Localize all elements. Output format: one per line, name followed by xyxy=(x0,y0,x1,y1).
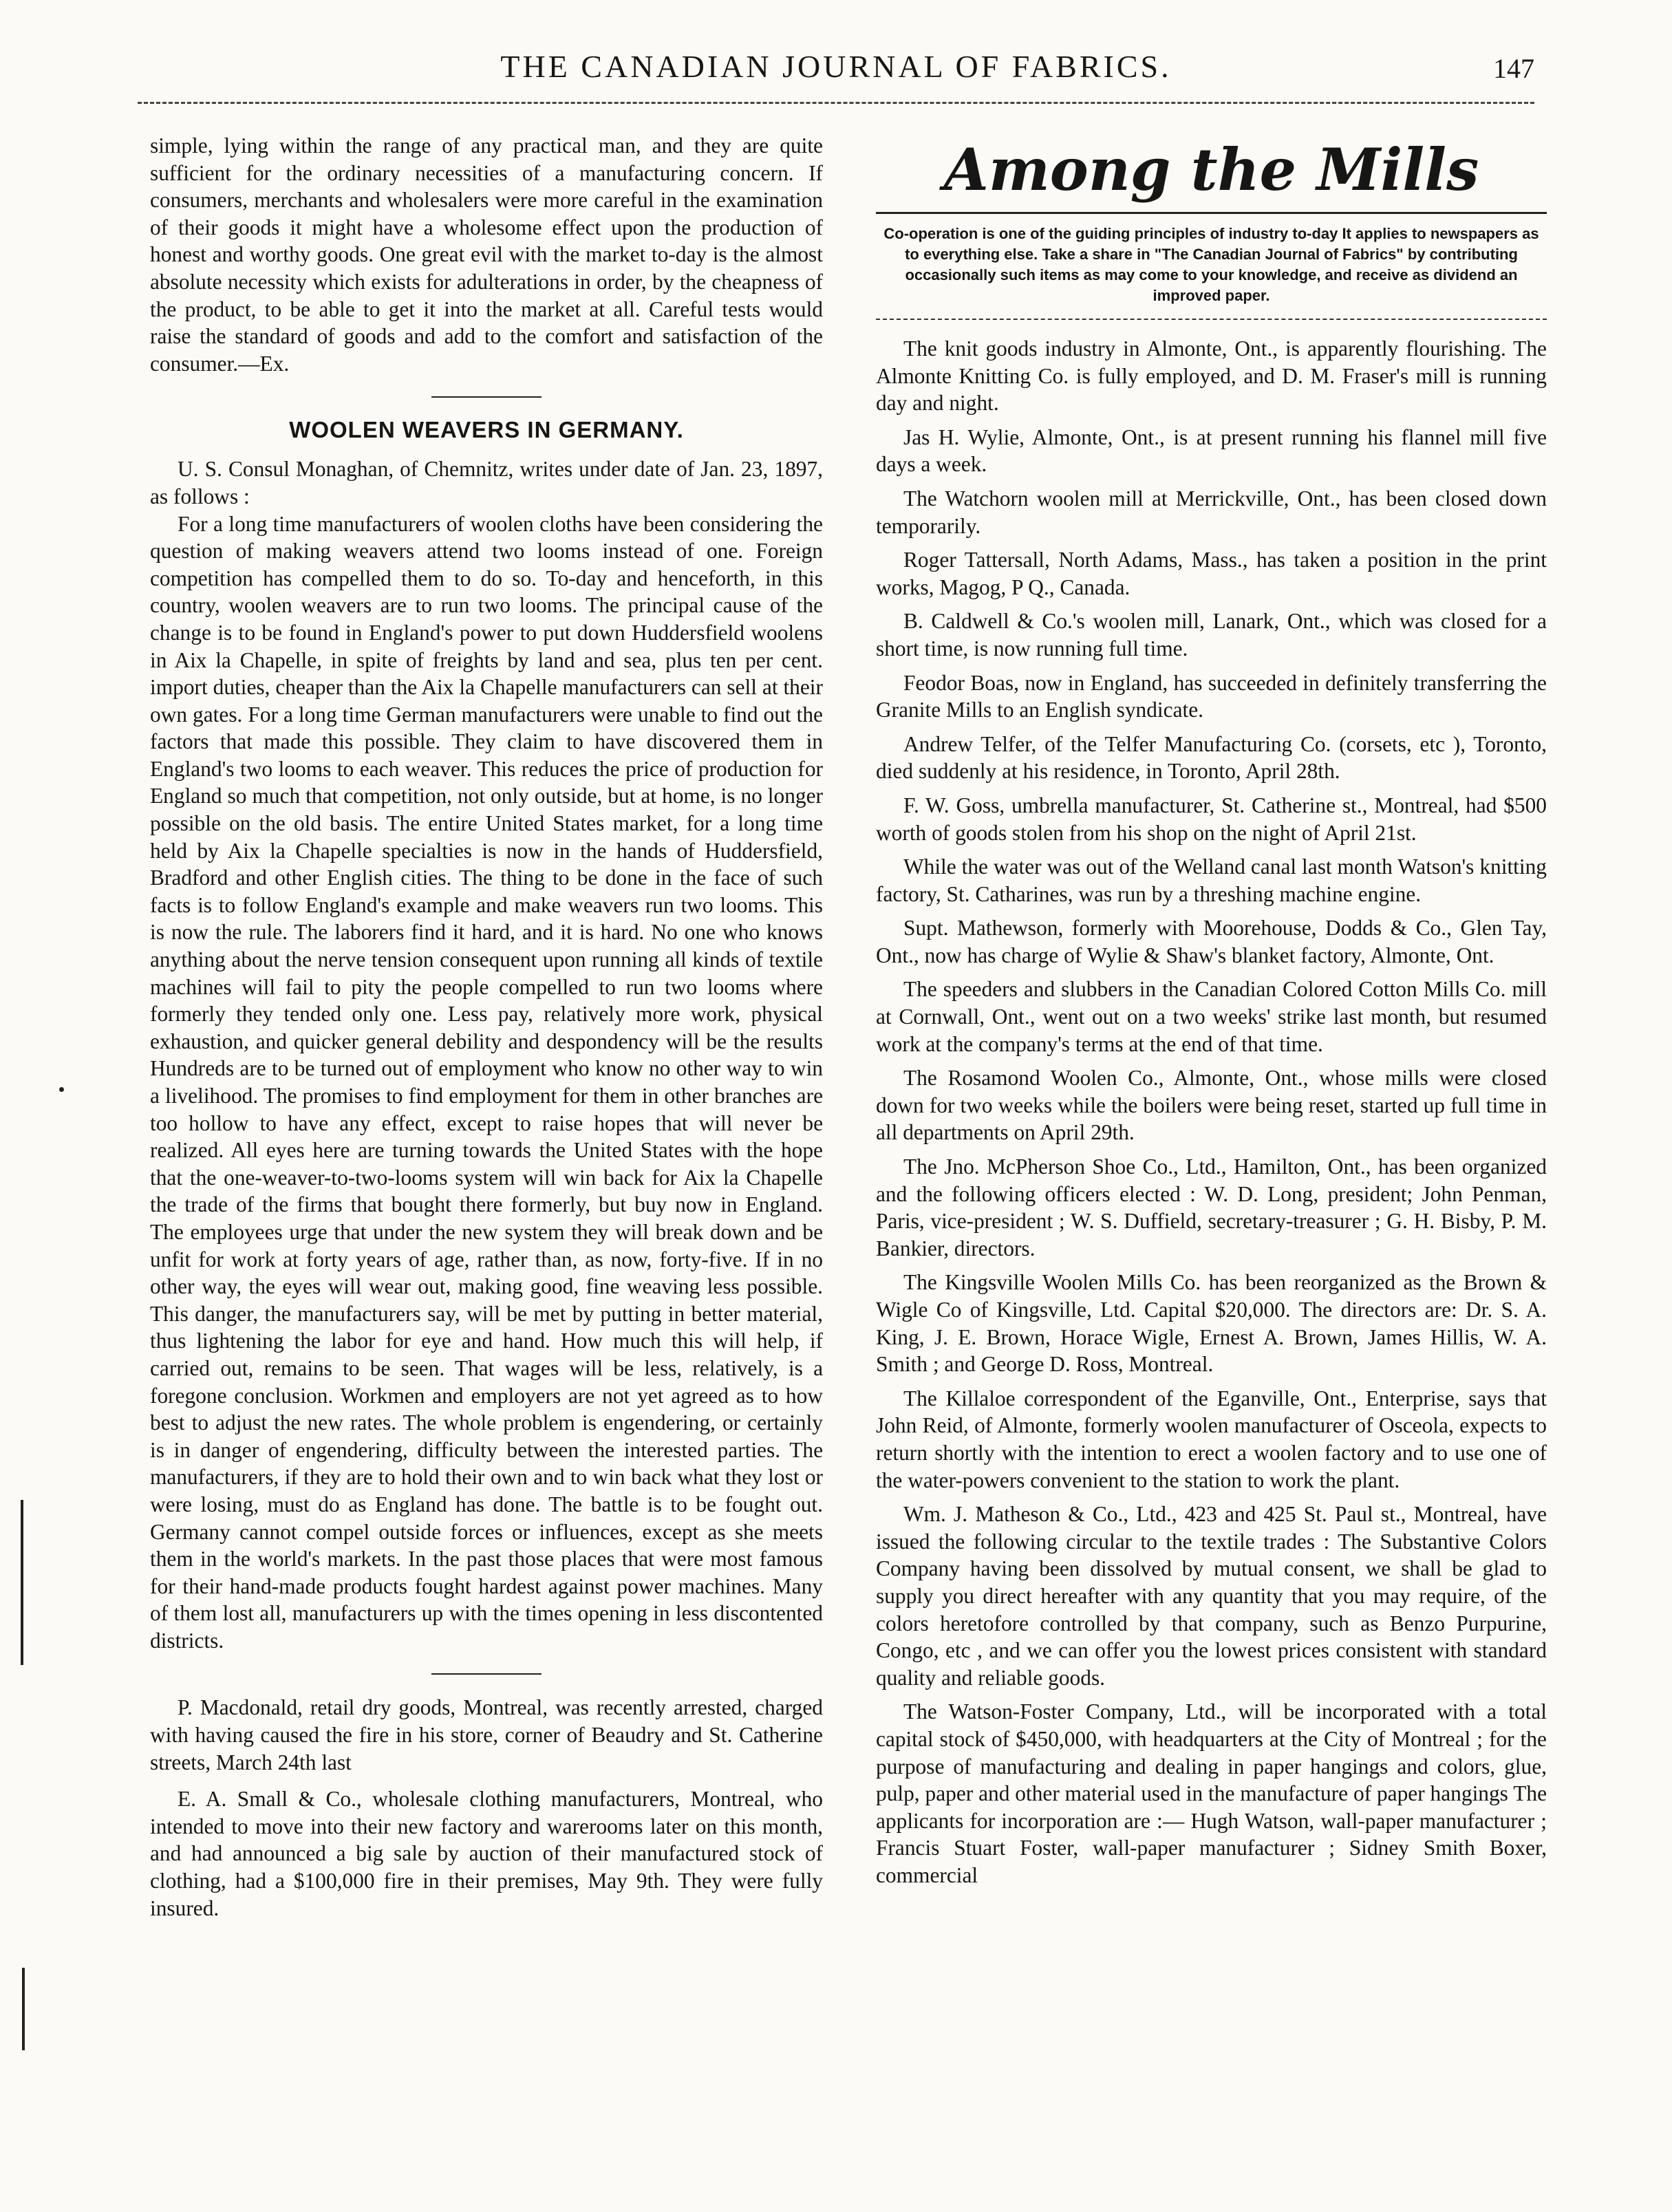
cooperation-note: Co-operation is one of the guiding principles of industry to-day It applies to newspapers as to everything else. Take a share in "The Canadian Journal of Fabrics" by contributing occasionally such items as may come to your knowledge, and receive as dividend an improved paper. xyxy=(883,225,1539,304)
intro-paragraph: simple, lying within the range of any practical man, and they are quite sufficient for the ordinary necessities of a manufacturing concern. If consumers, merchants and wholesalers were more careful in the examination of their goods it might have a wholesome effect upon the production of honest and worthy goods. One great evil with the market to-day is the almost absolute necessity which exists for adulterations in order, by the cheapness of the product, to be able to get it into the market at all. Careful tests would raise the standard of goods and add to the comfort and satisfaction of the consumer.—Ex. xyxy=(150,133,823,376)
mill-item: Andrew Telfer, of the Telfer Manufacturing Co. (corsets, etc ), Toronto, died suddenly at his residence, in Toronto, April 28th. xyxy=(876,731,1547,784)
mill-item: Jas H. Wylie, Almonte, Ont., is at present running his flannel mill five days a week. xyxy=(876,425,1547,477)
macdonald-item: P. Macdonald, retail dry goods, Montreal, was recently arrested, charged with having caused the fire in his store, corner of Beaudry and St. Catherine streets, March 24th last xyxy=(150,1695,823,1774)
mill-item: The Rosamond Woolen Co., Almonte, Ont., whose mills were closed down for two weeks while the boilers were being reset, started up full time in all departments on April 29th. xyxy=(876,1066,1547,1145)
right-column xyxy=(876,132,1547,1896)
page-header xyxy=(138,48,1534,96)
mill-item: The speeders and slubbers in the Canadian Colored Cotton Mills Co. mill at Cornwall, Ont., went out on a two weeks' strike last month, but resumed work at the company's terms at the end of that time. xyxy=(876,977,1547,1056)
mill-item: F. W. Goss, umbrella manufacturer, St. Catherine st., Montreal, had $500 worth of goods stolen from his shop on the night of April 21st. xyxy=(876,793,1547,845)
consul-intro: U. S. Consul Monaghan, of Chemnitz, writes under date of Jan. 23, 1897, as follows : xyxy=(150,457,823,508)
mill-item: B. Caldwell & Co.'s woolen mill, Lanark, Ont., which was closed for a short time, is now running full time. xyxy=(876,609,1547,661)
mill-item: Feodor Boas, now in England, has succeeded in definitely transferring the Granite Mills to an English syndicate. xyxy=(876,670,1547,722)
margin-binding-mark xyxy=(21,1500,23,1665)
mill-item: Wm. J. Matheson & Co., Ltd., 423 and 425 St. Paul st., Montreal, have issued the following circular to the textile trades : The Substantive Colors Company having been dissolved by mutual consent, we shall be glad to supply you direct hereafter with any quantity that you may require, of the colors heretofore controlled by that company, such as Benzo Purpurine, Congo, etc , and we can offer you the lowest prices consistent with standard quality and reliable goods. xyxy=(876,1502,1547,1690)
mill-item: The Jno. McPherson Shoe Co., Ltd., Hamilton, Ont., has been organized and the following officers elected : W. D. Long, president; John Penman, Paris, vice-president ; W. S. Duffield, secretary-treasurer ; G. H. Bisby, P. M. Bankier, directors. xyxy=(876,1155,1547,1260)
section-title: WOOLEN WEAVERS IN GERMANY. xyxy=(289,417,684,443)
journal-title: THE CANADIAN JOURNAL OF FABRICS. xyxy=(500,49,1172,84)
mills-note-rule xyxy=(876,319,1547,320)
margin-binding-mark xyxy=(22,1968,25,2050)
article-divider xyxy=(431,1673,542,1675)
mill-item: Supt. Mathewson, formerly with Moorehouse, Dodds & Co., Glen Tay, Ont., now has charge of Wylie & Shaw's blanket factory, Almonte, Ont. xyxy=(876,916,1547,967)
mill-item: The Killaloe correspondent of the Eganville, Ont., Enterprise, says that John Reid, of Almonte, formerly woolen manufacturer of Osceola, expects to return shortly with the intention to erect a woolen factory and to use one of the water-powers convenient to the station to work the plant. xyxy=(876,1386,1547,1492)
mill-item: The Watchorn woolen mill at Merrickville, Ont., has been closed down temporarily. xyxy=(876,486,1547,538)
mill-item: While the water was out of the Welland canal last month Watson's knitting factory, St. Catharines, was run by a threshing machine engine. xyxy=(876,855,1547,906)
small-item: E. A. Small & Co., wholesale clothing manufacturers, Montreal, who intended to move into their new factory and warerooms later on this month, and had announced a big sale by auction of their manufactured stock of clothing, had a $100,000 fire in their premises, May 9th. They were fully insured. xyxy=(150,1787,823,1920)
mill-item: The Watson-Foster Company, Ltd., will be incorporated with a total capital stock of $450,000, with headquarters at the City of Montreal ; for the purpose of manufacturing and dealing in paper hangings and colors, glue, pulp, paper and other material used in the manufacture of paper hangings The applicants for incorporation are :— Hugh Watson, wall-paper manufacturer ; Francis Stuart Foster, wall-paper manufacturer ; Sidney Smith Boxer, commercial xyxy=(876,1699,1547,1887)
page-number: 147 xyxy=(1493,53,1534,84)
margin-dot xyxy=(59,1087,64,1092)
mills-heading: Among the Mills xyxy=(943,136,1479,204)
mill-item: The Kingsville Woolen Mills Co. has been reorganized as the Brown & Wigle Co of Kingsville, Ltd. Capital $20,000. The directors are: Dr. S. A. King, J. E. Brown, Horace Wigle, Ernest A. Brown, James Hillis, W. A. Smith ; and George D. Ross, Montreal. xyxy=(876,1270,1547,1377)
left-column xyxy=(150,132,823,1922)
mill-item: Roger Tattersall, North Adams, Mass., has taken a position in the print works, Magog, P Q., Canada. xyxy=(876,548,1547,599)
mills-heading-rule xyxy=(876,212,1547,214)
header-rule xyxy=(138,102,1534,104)
mill-item: The knit goods industry in Almonte, Ont., is apparently flourishing. The Almonte Knitting Co. is fully employed, and D. M. Fraser's mill is running day and night. xyxy=(876,336,1547,416)
section-divider xyxy=(431,396,542,398)
weavers-article: For a long time manufacturers of woolen cloths have been considering the question of making weavers attend two looms instead of one. Foreign competition has compelled them to do so. To-day and henceforth, in this country, woolen weavers are to run two looms. The principal cause of the change is to be found in England's power to put down Huddersfield woolens in Aix la Chapelle, in spite of freights by land and sea, plus ten per cent. import duties, cheaper than the Aix la Chapelle manufacturers can sell at their own gates. For a long time German manufacturers were unable to find out the factors that made this possible. They claim to have discovered them in England's two looms to each weaver. This reduces the price of production for England so much that competition, not only outside, but at home, is no longer possible on the old basis. The entire United States market, for a long time held by Aix la Chapelle specialties is now in the hands of Huddersfield, Bradford and other English cities. The thing to be done in the face of such facts is to follow England's example and make weavers run two looms. This is now the rule. The laborers find it hard, and it is hard. No one who knows anything about the nerve tension consequent upon running all kinds of textile machines will fail to pity the people compelled to run two looms where formerly they tended only one. Less pay, relatively more work, physical exhaustion, and quicker general debility and despondency will be the results Hundreds are to be turned out of employment who know no other way to win a livelihood. The promises to find employment for them in other branches are too hollow to have any effect, except to raise hopes that will never be realized. All eyes here are turning towards the United States with the hope that the one-weaver-to-two-looms system will win back for Aix la Chapelle the trade of the firms that bought there formerly, but buy now in England. The employees urge that under the new system they will break down and be unfit for work at forty years of age, rather than, as now, forty-five. If in no other way, the eyes will wear out, making good, fine weaving less possible. This danger, the manufacturers say, will be met by putting in better material, thus lightening the labor for eye and hand. How much this will help, if carried out, remains to be seen. That wages will be less, relatively, is a foregone conclusion. Workmen and employers are not yet agreed as to how best to adjust the new rates. The whole problem is engendering, or certainly is in danger of engendering, difficulty between the interested parties. The manufacturers, if they are to hold their own and to win back what they lost or were losing, must do as England has done. The battle is to be fought out. Germany cannot compel outside forces or influences, except as she meets them in the world's markets. In the past those places that were most famous for their hand-made products fought hardest against power machines. Many of them lost all, manufacturers up with the times opening in less discontented districts. xyxy=(150,511,823,1653)
